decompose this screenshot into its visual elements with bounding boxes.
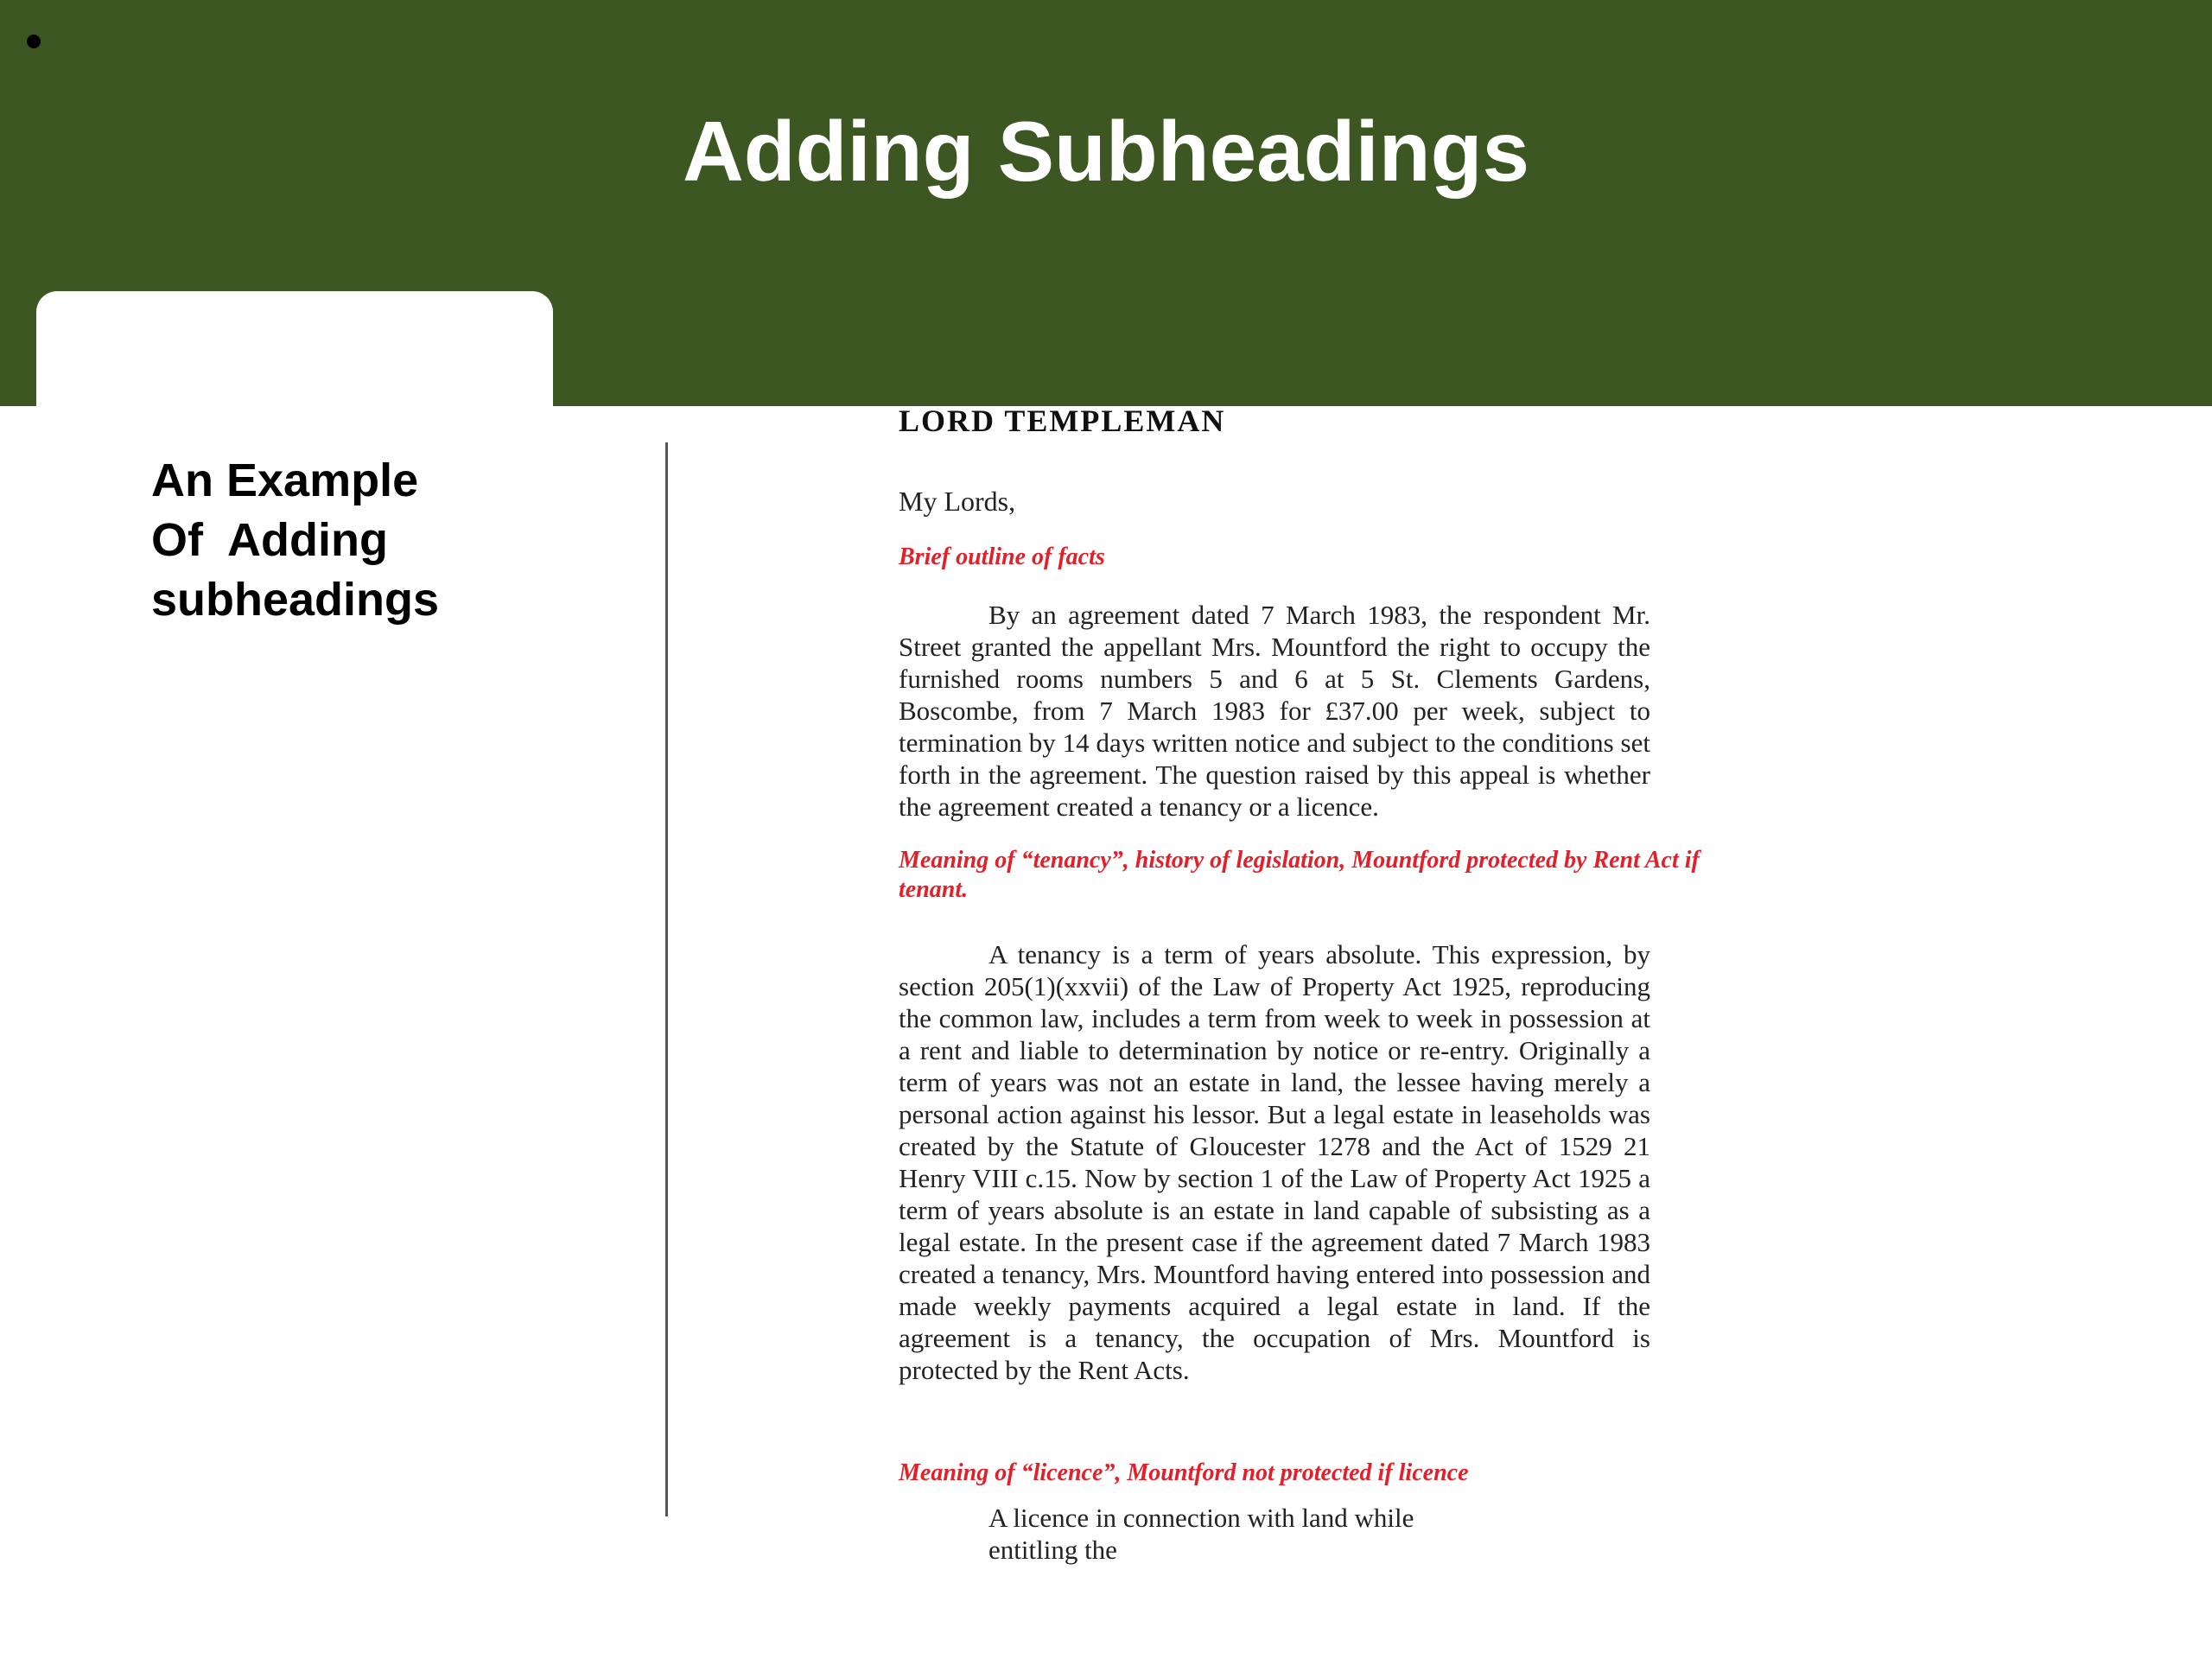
side-caption-line: An Example [151, 454, 419, 506]
paragraph-facts: By an agreement dated 7 March 1983, the respondent Mr. Street granted the appellant Mrs. Mountford the right to occupy the furnished rooms numbers 5 and 6 at 5 St. Clements Gardens, Boscombe, from 7 March 1983 for £37.00 per week, subject to termination by 14 days written notice and subject to the conditions set forth in the agreement. The question raised by this appeal is whether the agreement created a tenancy or a licence. [899, 600, 1650, 822]
subheading-meaning-tenancy: Meaning of “tenancy”, history of legislation, Mountford protected by Rent Act if tenant. [899, 847, 1700, 903]
subheading-brief-outline: Brief outline of facts [899, 543, 1105, 570]
document-excerpt-image [899, 404, 1780, 1565]
header-tab-shape [36, 291, 553, 412]
side-caption-line: Of Adding [151, 514, 388, 566]
paragraph-tenancy: A tenancy is a term of years absolute. This expression, by section 205(1)(xxvii) of the Law of Property Act 1925, reproducing the common law, includes a term from week to week in possession at a rent and liable to determination by notice or re-entry. Originally a term of years was not an estate in land, the lessee having merely a personal action against his lessor. But a legal estate in leaseholds was created by the Statute of Gloucester 1278 and the Act of 1529 21 Henry VIII c.15. Now by section 1 of the Law of Property Act 1925 a term of years absolute is an estate in land capable of subsisting as a legal estate. In the present case if the agreement dated 7 March 1983 created a tenancy, Mrs. Mountford having entered into possession and made weekly payments acquired a legal estate in land. If the agreement is a tenancy, the occupation of Mrs. Mountford is protected by the Rent Acts. [899, 939, 1650, 1385]
side-caption-line: subheadings [151, 574, 440, 626]
judge-heading-clipped [899, 404, 1417, 448]
subheading-meaning-licence: Meaning of “licence”, Mountford not protected if licence [899, 1459, 1469, 1486]
side-caption [151, 451, 601, 630]
paragraph-licence-clipped [899, 1502, 1503, 1565]
paragraph-licence-start: A licence in connection with land while entitling the [988, 1503, 1414, 1565]
judge-heading: LORD TEMPLEMAN [899, 404, 1226, 438]
slide-title: Adding Subheadings [683, 104, 1529, 199]
slide-header-band [0, 0, 2212, 406]
vertical-divider [665, 442, 668, 1516]
bullet-dot-icon [27, 35, 41, 48]
salutation: My Lords, [899, 486, 1016, 517]
